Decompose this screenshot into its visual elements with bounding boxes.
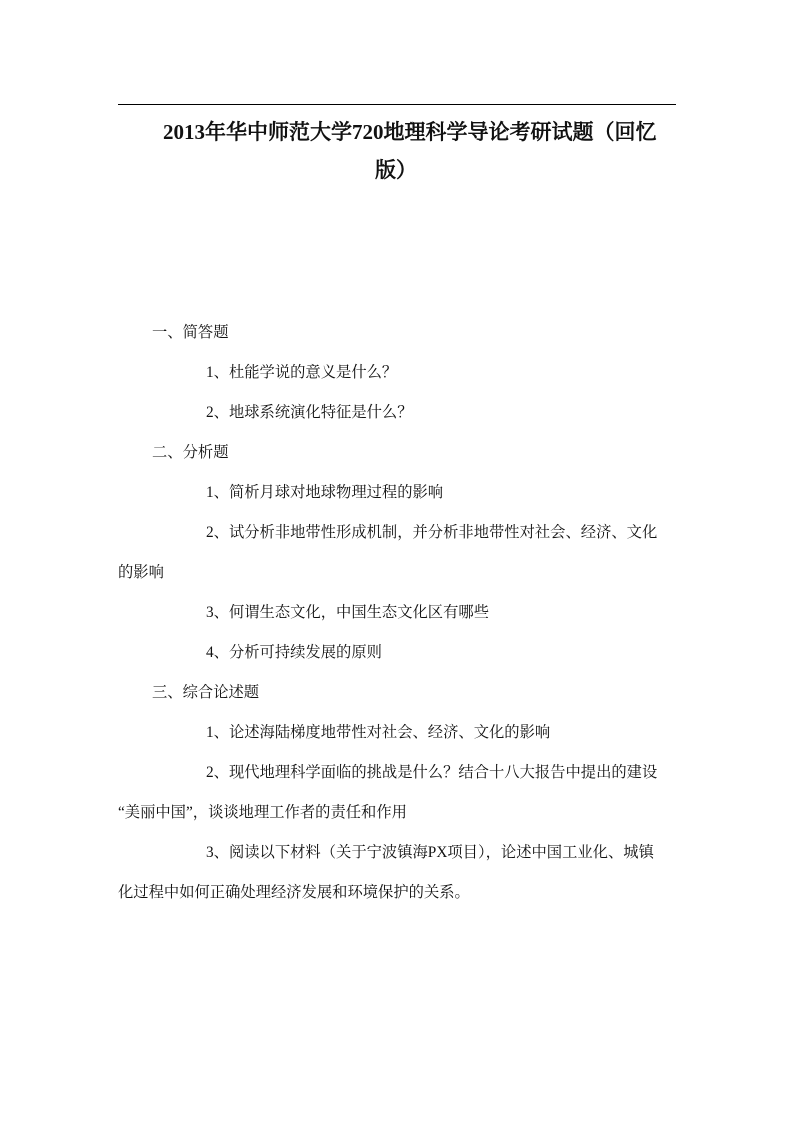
question: 1、简析月球对地球物理过程的影响: [206, 484, 444, 501]
section-heading: 二、分析题: [152, 444, 229, 461]
question-continued: 的影响: [118, 564, 164, 581]
section-heading: 一、简答题: [152, 324, 229, 341]
section-heading: 三、综合论述题: [152, 684, 260, 701]
question: 4、分析可持续发展的原则: [206, 644, 382, 661]
document-title-continued: 版）: [375, 158, 417, 182]
question: 2、地球系统演化特征是什么？: [206, 404, 413, 421]
document-title: 2013年华中师范大学720地理科学导论考研试题（回忆: [163, 120, 657, 144]
question-continued: 化过程中如何正确处理经济发展和环境保护的关系。: [118, 884, 470, 901]
question: 2、试分析非地带性形成机制，并分析非地带性对社会、经济、文化: [206, 524, 658, 541]
question-continued: “美丽中国”，谈谈地理工作者的责任和作用: [118, 804, 407, 821]
header-rule: [118, 104, 676, 105]
question: 1、杜能学说的意义是什么？: [206, 364, 398, 381]
question: 3、阅读以下材料（关于宁波镇海PX项目），论述中国工业化、城镇: [206, 844, 654, 861]
question: 2、现代地理科学面临的挑战是什么？结合十八大报告中提出的建设: [206, 764, 658, 781]
question: 1、论述海陆梯度地带性对社会、经济、文化的影响: [206, 724, 551, 741]
question: 3、何谓生态文化，中国生态文化区有哪些: [206, 604, 489, 621]
